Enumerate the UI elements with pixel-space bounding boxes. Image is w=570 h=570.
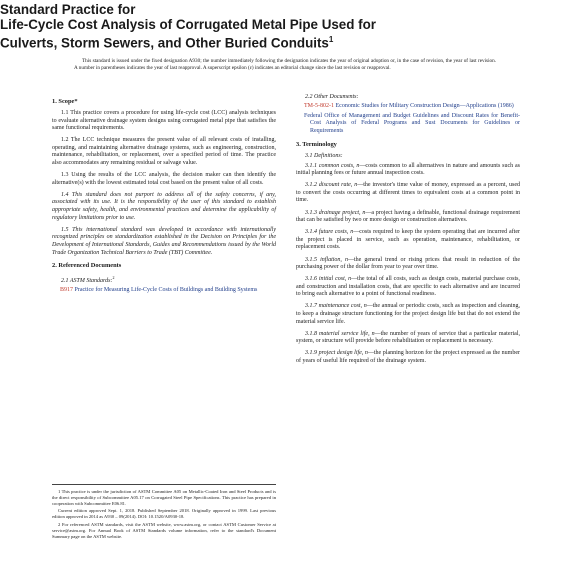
title-footnote-mark: 1 (328, 35, 334, 44)
other-documents-heading (296, 94, 520, 102)
definition-text: —the number of years of service that a particular material, system, or structure will provide before rehabilitation or replacement is necessary. (296, 330, 520, 345)
definition-text: —a project having a definable, functional drainage requirement that can be satisfied by two or more design or construction alternatives. (296, 209, 520, 224)
astm-standards-label: 2.1 ASTM Standards: (61, 277, 113, 284)
title-block (0, 0, 570, 50)
definition-term: 3.1.4 future costs, n (305, 229, 354, 236)
definition-term: 3.1.5 inflation, n (305, 256, 348, 263)
definition-item (296, 257, 520, 272)
definition-text: —costs required to keep the system operating that are incurred after the project is placed in service, such as operation, maintenance, rehabilitation, or replacement costs. (296, 229, 521, 251)
footnote-1: 1 This practice is under the jurisdiction of ASTM Committee A05 on Metallic-Coated Iron and Steel Products and is the direct responsibility of Subcommittee A05.17 on Corrugated Steel Pipe Specifications. This practice has prepared in cooperation with Subcommittee E06.81. (52, 489, 276, 506)
scope-heading: 1. Scope* (52, 98, 78, 105)
definition-text: —the general trend or rising prices that result in reduction of the purchasing power of the dollar from year to year over time. (296, 256, 520, 271)
definition-term: 3.1.6 initial cost, n (305, 276, 352, 283)
definition-item (296, 331, 520, 346)
definitions-subheading (296, 153, 520, 161)
definition-item (296, 276, 520, 299)
designation-line: Standard Practice for (0, 2, 136, 17)
title-line-2-text: Culverts, Storm Sewers, and Other Buried Conduits (0, 35, 329, 51)
body-columns (52, 94, 520, 370)
title-line-2 (0, 32, 570, 50)
designation-notice: This standard is issued under the fixed designation A930; the number immediately following the designation indicates the year of original adoption or, in the case of revision, the year of last revision. A number in parentheses indicates the year of last reapproval. A superscript epsilon (ε) indicates an editorial change since the last revision or reapproval. (74, 58, 496, 71)
definition-item (296, 350, 520, 365)
definitions-label: 3.1 Definitions: (305, 153, 343, 160)
scope-paragraph-3: 1.3 Using the results of the LCC analysis, the decision maker can then identify the alternative(s) with the lowest estimated total cost based on the present value of all costs. (52, 172, 276, 186)
definition-item (296, 303, 520, 326)
footnote-2: 2 For referenced ASTM standards, visit the ASTM website, www.astm.org, or contact ASTM Customer Service at service@astm.org. For Annual Book of ASTM Standards volume information, refer to the standard's Document Summary page on the ASTM website. (52, 521, 276, 539)
definition-term: 3.1.2 discount rate, n (305, 182, 358, 189)
scope-paragraph-4: 1.4 This standard does not purport to address all of the safety concerns, if any, associated with its use. It is the responsibility of the user of this standard to establish appropriate safety, health, and environmental practices and determine the applicability of regulatory limitations prior to use. (52, 191, 276, 221)
definition-text: —costs common to all alternatives in nature and amounts such as initial planning fees or future annual inspection costs. (296, 162, 520, 177)
definition-term: 3.1.9 project design life, n (305, 350, 368, 357)
footnotes (52, 484, 276, 541)
astm-standards-subheading (52, 274, 276, 286)
definition-item (296, 163, 520, 178)
definition-item (296, 182, 520, 205)
definition-text: —the planning horizon for the project expressed as the number of years of useful life required of the drainage system. (296, 350, 520, 365)
scope-paragraph-5: 1.5 This international standard was developed in accordance with internationally recognized principles on standardization established in the Decision on Principles for the Development of International Standards, Guides and Recommendations issued by the World Trade Organization Technical Barriers to Trade (TBT) Committee. (52, 226, 276, 256)
definition-term: 3.1.7 maintenance cost, n (305, 303, 367, 310)
definition-text: —the total of all costs, such as design costs, material purchase costs, and construction and installation costs, that are specific to each alternative and are incurred to bring each alternative to a point of functional readiness. (296, 276, 520, 298)
left-column (52, 94, 276, 370)
definition-term: 3.1.1 common costs, n (305, 162, 360, 169)
reference-tm-5-802-1[interactable] (296, 103, 520, 111)
definition-term: 3.1.8 material service life, n (305, 330, 375, 337)
reference-title[interactable]: Practice for Measuring Life-Cycle Costs of Buildings and Building Systems (74, 286, 258, 293)
reference-title[interactable]: Federal Office of Management and Budget Guidelines and Discount Rates for Benefit-Cost Analysis of Federal Programs and Sust Documents for Guidelines or Requirements (304, 112, 520, 134)
scope-paragraph-1: 1.1 This practice covers a procedure for using life-cycle cost (LCC) analysis techniques to evaluate alternative drainage system designs using corrugated metal pipe that satisfies the same functional requirements. (52, 110, 276, 132)
definition-item (296, 210, 520, 225)
astm-standards-mark: 2 (112, 274, 115, 280)
right-column (296, 94, 520, 370)
reference-b917[interactable] (52, 287, 276, 295)
reference-code[interactable]: B917 (60, 286, 74, 293)
definition-text: —the annual or periodic costs, such as inspection and cleaning, to keep a drainage structure functioning for the project design life but that do not extend the material service life. (296, 303, 521, 325)
referenced-documents-heading: 2. Referenced Documents (52, 261, 122, 269)
footnote-edition: Current edition approved Sept. 1, 2018. Published September 2018. Originally approved in 1999. Last previous edition approved in 2014 as A930 – 09(2014). DOI: 10.1520/A0930-18. (52, 508, 276, 520)
definition-text: —the investor's time value of money, expressed as a percent, used to convert the costs occurring at different times to equivalent costs at a common point in time. (296, 182, 520, 204)
reference-title[interactable]: Economic Studies for Military Construction Design—Applications (1986) (335, 103, 514, 110)
terminology-heading: 3. Terminology (296, 141, 337, 149)
reference-omb-guidelines[interactable] (296, 113, 520, 136)
title-line-1: Life-Cycle Cost Analysis of Corrugated Metal Pipe Used for (0, 17, 377, 32)
reference-code[interactable]: TM-5-802-1 (304, 103, 334, 110)
scope-paragraph-2: 1.2 The LCC technique measures the present value of all relevant costs of installing, operating, and maintaining alternative drainage systems, such as engineering, construction, maintenance, rehabilitation, or replacement, over a specified period of time. The practice also accommodates any remaining residual or salvage value. (52, 137, 276, 167)
definition-term: 3.1.3 drainage project, n (305, 209, 366, 216)
other-documents-label: 2.2 Other Documents: (305, 94, 359, 100)
definition-item (296, 229, 520, 252)
